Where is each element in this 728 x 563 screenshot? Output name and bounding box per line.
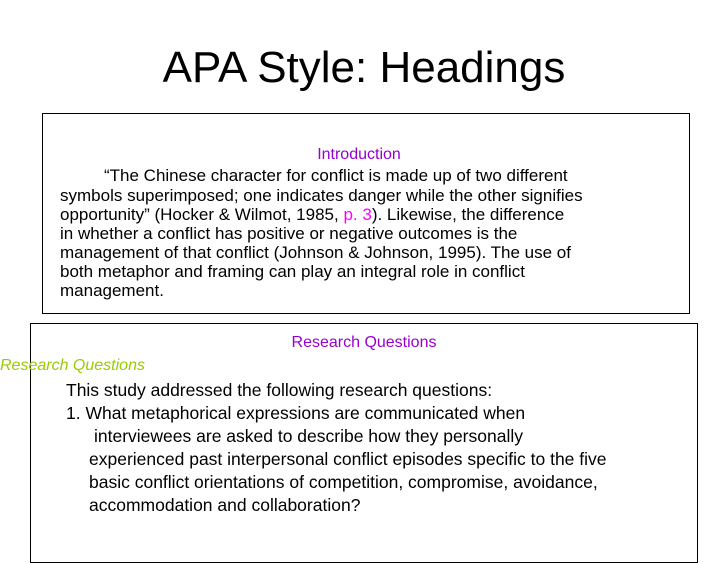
introduction-line-6: both metaphor and framing can play an integral role in conflict — [60, 262, 525, 281]
introduction-line-5: management of that conflict (Johnson & Johnson, 1995). The use of — [60, 243, 571, 262]
introduction-line-2: symbols superimposed; one indicates danger while the other signifies — [60, 186, 583, 205]
research-line-3: interviewees are asked to describe how they personally — [94, 426, 523, 446]
research-questions-heading-level3: Research Questions — [0, 357, 145, 374]
research-line-5: basic conflict orientations of competition, compromise, avoidance, — [89, 472, 598, 492]
introduction-heading: Introduction — [317, 146, 401, 163]
introduction-line-7: management. — [60, 281, 164, 300]
research-line-2: 1. What metaphorical expressions are communicated when — [66, 403, 526, 423]
research-line-4: experienced past interpersonal conflict episodes specific to the five — [89, 449, 607, 469]
citation-page-link[interactable]: p. 3 — [343, 205, 372, 224]
research-questions-heading-level1: Research Questions — [291, 334, 437, 351]
introduction-line-1: “The Chinese character for conflict is made up of two different — [104, 166, 568, 185]
introduction-line-4: in whether a conflict has positive or negative outcomes is the — [60, 224, 518, 243]
introduction-line-3-tail: ). Likewise, the difference — [371, 205, 565, 224]
introduction-line-3-text: opportunity” (Hocker & Wilmot, 1985, — [60, 205, 344, 224]
slide-title: APA Style: Headings — [162, 43, 566, 92]
research-line-6: accommodation and collaboration? — [89, 495, 361, 515]
research-line-1: This study addressed the following research questions: — [66, 380, 493, 400]
introduction-line-3 — [60, 205, 564, 225]
